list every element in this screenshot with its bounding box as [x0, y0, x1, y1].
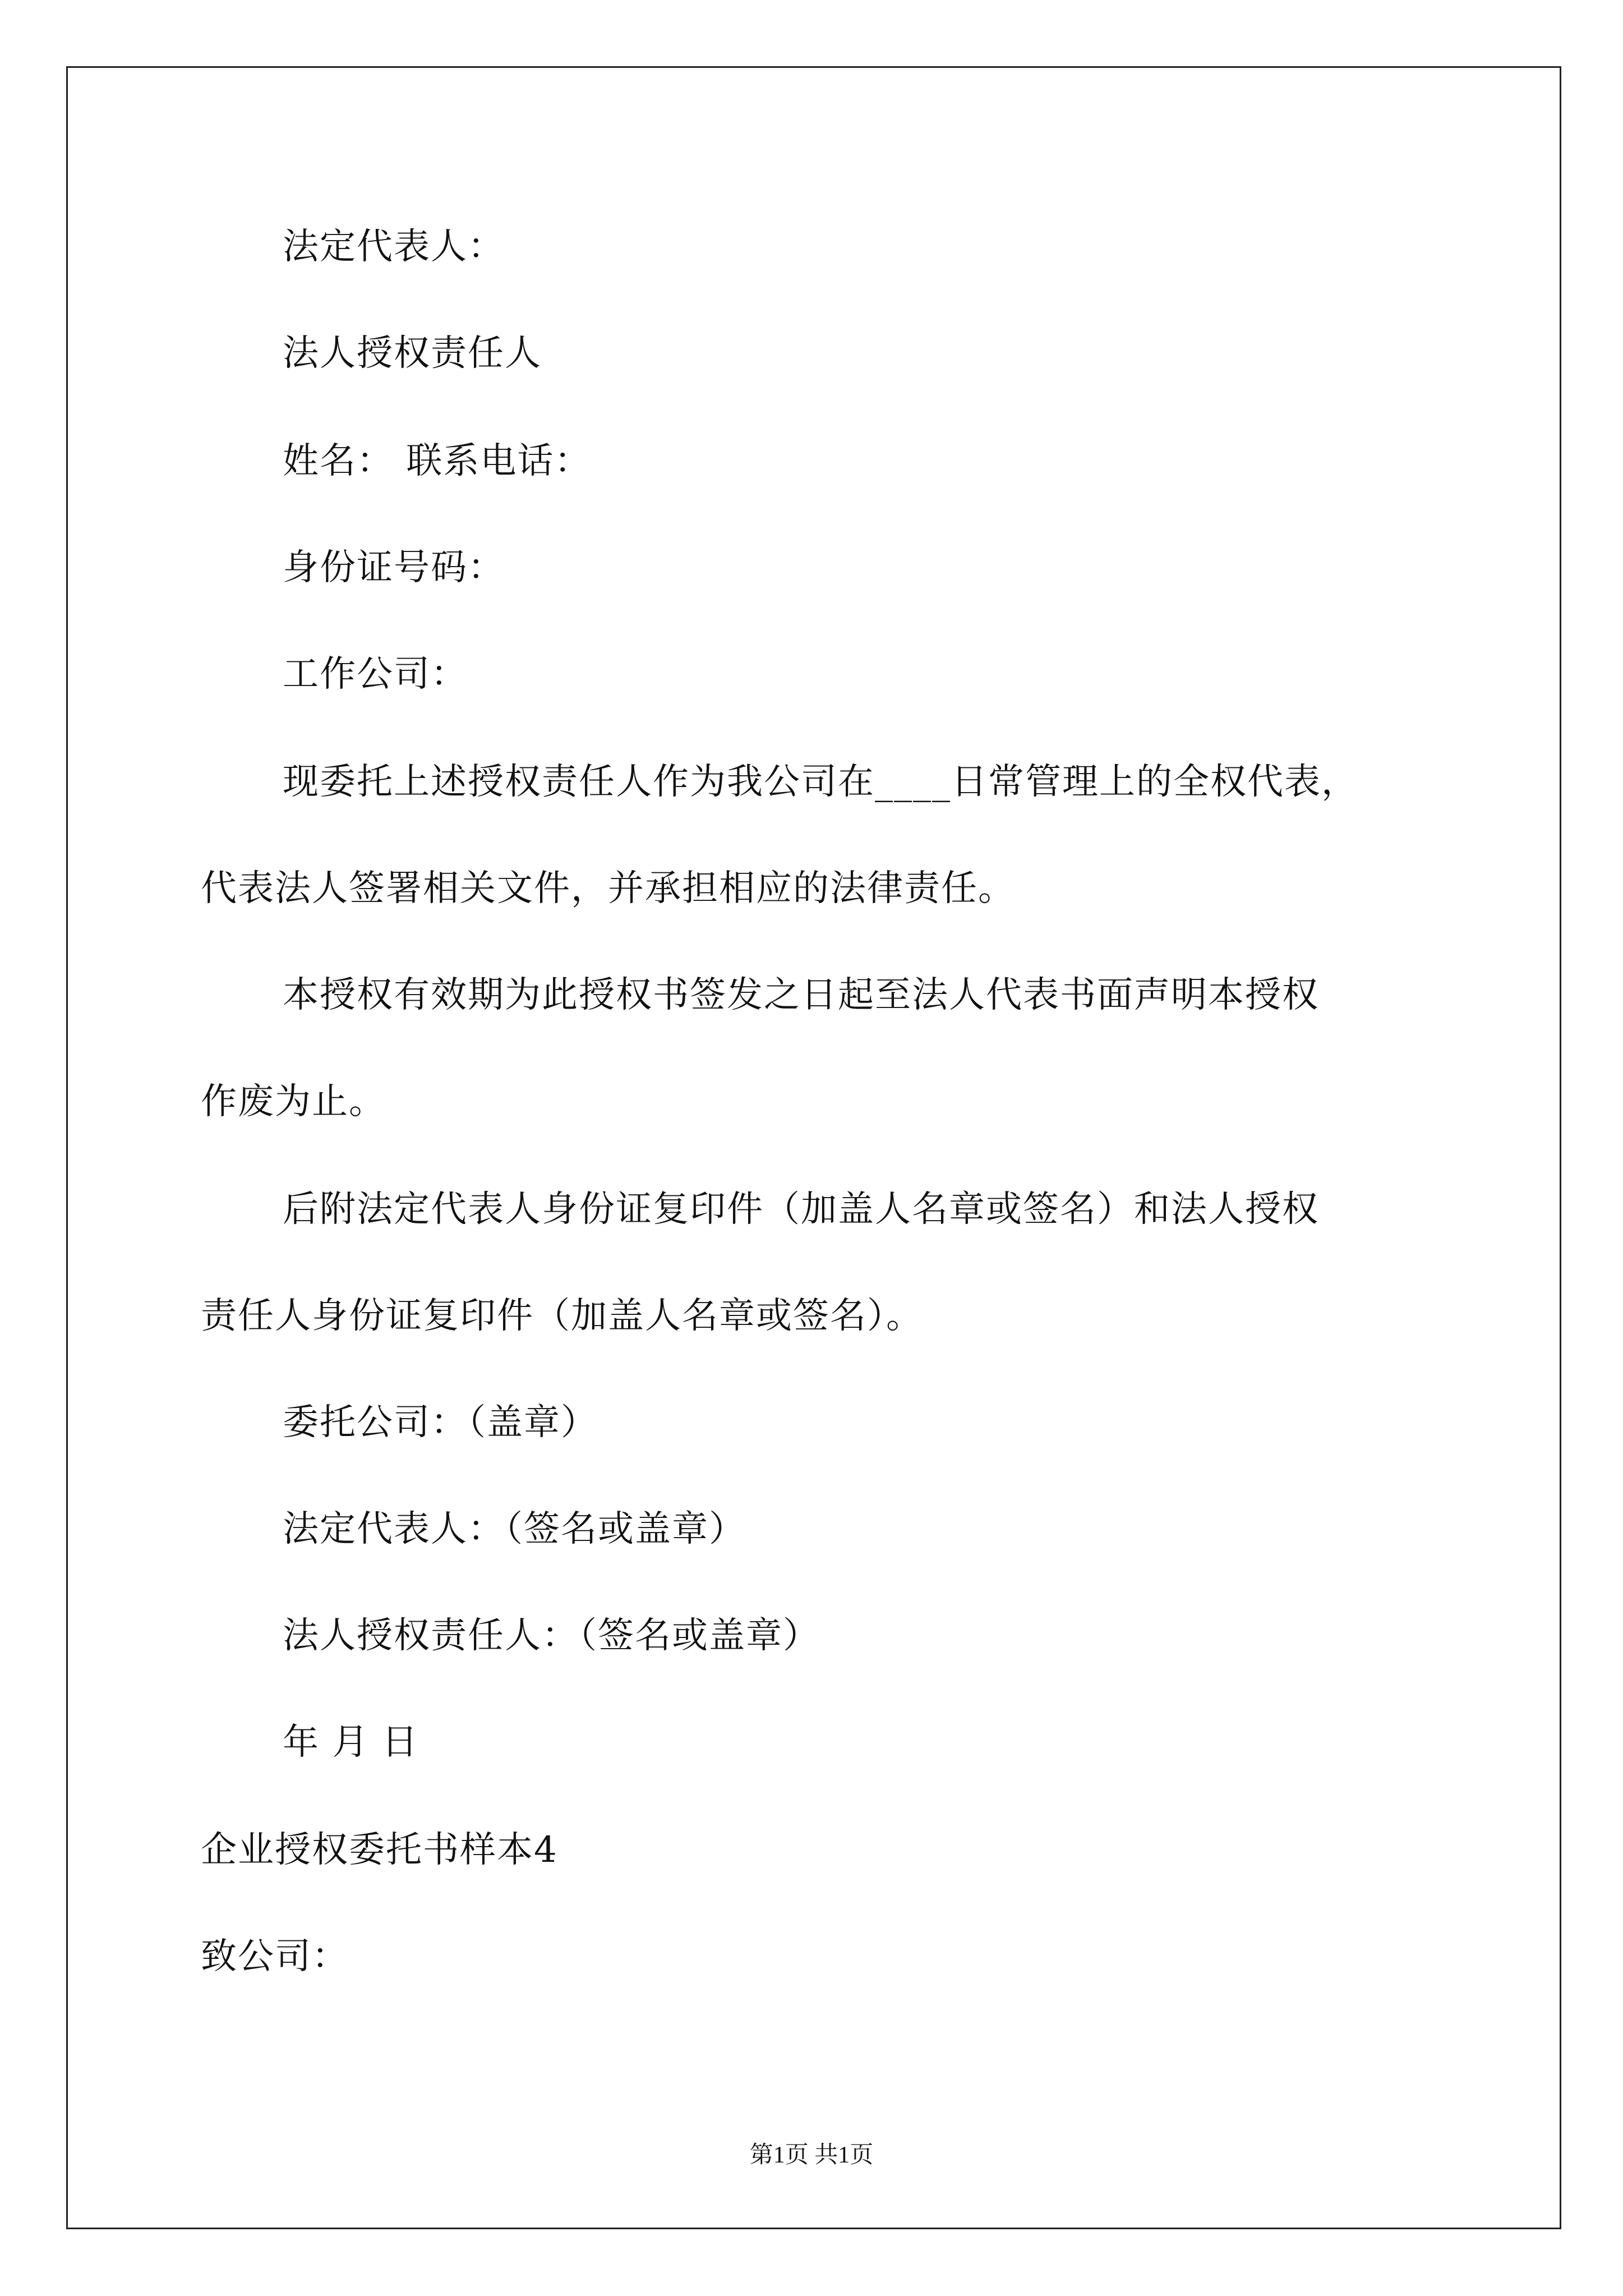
addressee-line: 致公司： [201, 1936, 349, 1977]
authorized-person-heading: 法人授权责任人 [283, 333, 542, 374]
attachment-paragraph-line-2: 责任人身份证复印件（加盖人名章或签名）。 [201, 1295, 923, 1337]
legal-rep-signature-line: 法定代表人：（签名或盖章） [283, 1508, 746, 1550]
validity-paragraph-line-2: 作废为止。 [201, 1081, 386, 1122]
entrusting-company-line: 委托公司：（盖章） [283, 1402, 598, 1443]
authorized-person-signature-line: 法人授权责任人：（签名或盖章） [283, 1615, 820, 1657]
validity-paragraph-line-1: 本授权有效期为此授权书签发之日起至法人代表书面声明本授权 [283, 974, 1319, 1016]
delegation-paragraph-line-1: 现委托上述授权责任人作为我公司在____日常管理上的全权代表， [283, 761, 1358, 803]
work-company-line: 工作公司： [283, 654, 468, 695]
page-border [66, 66, 1561, 2229]
attachment-paragraph-line-1: 后附法定代表人身份证复印件（加盖人名章或签名）和法人授权 [283, 1189, 1319, 1230]
id-number-line: 身份证号码： [283, 547, 505, 588]
legal-representative-label: 法定代表人： [283, 226, 505, 268]
delegation-paragraph-line-2: 代表法人签署相关文件，并承担相应的法律责任。 [201, 868, 1015, 909]
name-phone-line: 姓名： 联系电话： [283, 440, 592, 482]
date-line: 年 月 日 [283, 1722, 419, 1763]
sample-title: 企业授权委托书样本4 [201, 1829, 558, 1871]
page-number-footer: 第1页 共1页 [749, 2142, 874, 2168]
